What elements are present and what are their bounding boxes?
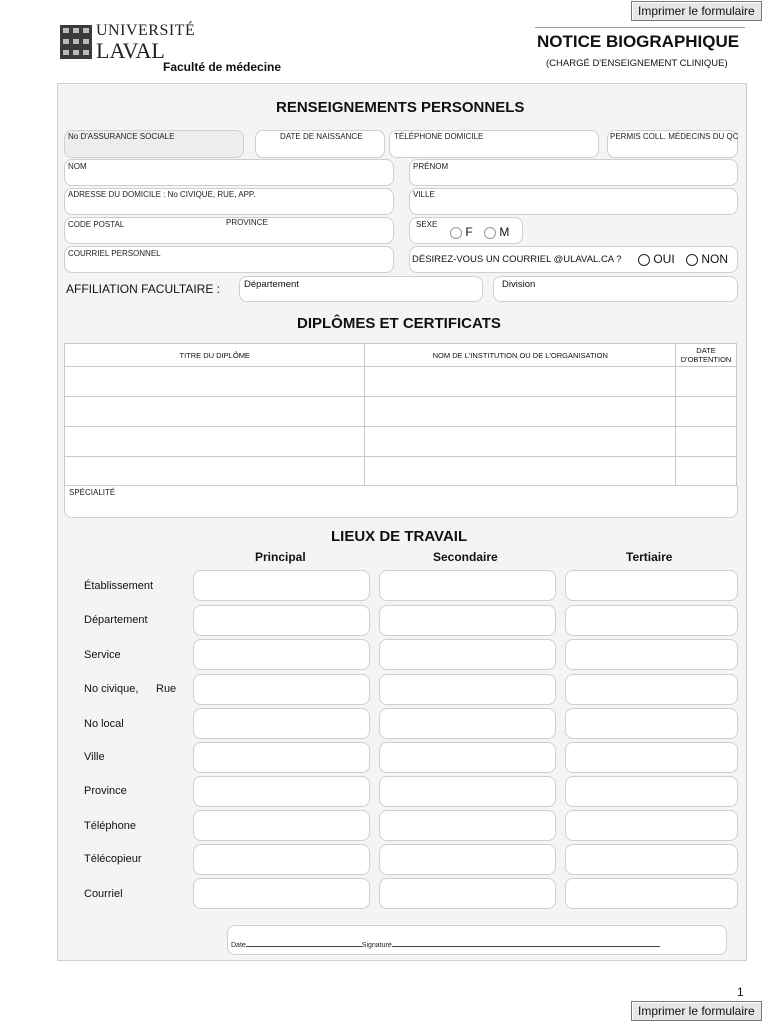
establishment-secondary-field[interactable] xyxy=(379,570,556,601)
table-row[interactable] xyxy=(65,427,737,457)
print-form-button-bottom[interactable]: Imprimer le formulaire xyxy=(631,1001,762,1021)
personal-info-heading: RENSEIGNEMENTS PERSONNELS xyxy=(276,99,525,116)
division-label: Division xyxy=(502,279,536,290)
row-label-civic-no: No civique, xyxy=(84,683,139,695)
department-label: Département xyxy=(244,279,299,290)
page-number: 1 xyxy=(737,985,744,999)
university-name-line2: LAVAL xyxy=(96,38,165,63)
establishment-tertiary-field[interactable] xyxy=(565,570,738,601)
city-field[interactable] xyxy=(409,188,738,215)
province-secondary-field[interactable] xyxy=(379,776,556,807)
province-principal-field[interactable] xyxy=(193,776,370,807)
row-label-phone: Téléphone xyxy=(84,820,136,832)
department-tertiary-field[interactable] xyxy=(565,605,738,636)
last-name-label: NOM xyxy=(68,162,87,171)
establishment-principal-field[interactable] xyxy=(193,570,370,601)
first-name-label: PRÉNOM xyxy=(413,162,449,171)
email-tertiary-field[interactable] xyxy=(565,878,738,909)
last-name-field[interactable] xyxy=(64,159,394,186)
col-title-header: TITRE DU DIPLÔME xyxy=(65,344,365,367)
ulaval-email-question: DÉSIREZ-VOUS UN COURRIEL @ULAVAL.CA ? xyxy=(412,254,622,265)
print-form-button-top[interactable]: Imprimer le formulaire xyxy=(631,1,762,21)
email-no-radio[interactable] xyxy=(686,254,698,266)
col-tertiary-header: Tertiaire xyxy=(626,550,673,564)
local-no-tertiary-field[interactable] xyxy=(565,708,738,739)
row-label-service: Service xyxy=(84,649,121,661)
page-subtitle: (CHARGÉ D'ENSEIGNEMENT CLINIQUE) xyxy=(546,58,728,69)
sex-f-label: F xyxy=(465,225,473,239)
sex-m-label: M xyxy=(499,225,510,239)
university-name-line1: UNIVERSITÉ xyxy=(96,22,196,39)
row-label-city: Ville xyxy=(84,751,105,763)
city-secondary-field[interactable] xyxy=(379,742,556,773)
table-row[interactable] xyxy=(65,367,737,397)
service-secondary-field[interactable] xyxy=(379,639,556,670)
row-label-email: Courriel xyxy=(84,888,123,900)
phone-principal-field[interactable] xyxy=(193,810,370,841)
col-principal-header: Principal xyxy=(255,550,306,564)
city-principal-field[interactable] xyxy=(193,742,370,773)
service-tertiary-field[interactable] xyxy=(565,639,738,670)
row-label-establishment: Établissement xyxy=(84,580,154,592)
postal-code-label: CODE POSTAL xyxy=(68,220,125,229)
affiliation-label: AFFILIATION FACULTAIRE : xyxy=(66,282,221,296)
department-secondary-field[interactable] xyxy=(379,605,556,636)
date-label: Date xyxy=(231,942,246,949)
signature-label: Signature xyxy=(361,942,392,949)
table-row[interactable] xyxy=(65,457,737,487)
row-label-local-no: No local xyxy=(84,718,124,730)
fax-principal-field[interactable] xyxy=(193,844,370,875)
city-tertiary-field[interactable] xyxy=(565,742,738,773)
department-principal-field[interactable] xyxy=(193,605,370,636)
page-title: NOTICE BIOGRAPHIQUE xyxy=(537,32,740,51)
row-label-street: Rue xyxy=(156,683,177,695)
address-label: ADRESSE DU DOMICILE : No CIVIQUE, RUE, APP. xyxy=(68,190,256,199)
home-phone-label: TÉLÉPHONE DOMICILE xyxy=(394,132,484,141)
province-label: PROVINCE xyxy=(226,218,268,227)
signature-line xyxy=(231,942,660,949)
sex-m-radio[interactable] xyxy=(484,227,496,239)
row-label-fax: Télécopieur xyxy=(84,853,142,865)
city-label: VILLE xyxy=(413,190,435,199)
email-yes-radio[interactable] xyxy=(638,254,650,266)
personal-email-label: COURRIEL PERSONNEL xyxy=(68,249,161,258)
first-name-field[interactable] xyxy=(409,159,738,186)
diplomas-table xyxy=(64,343,737,487)
col-institution-header: NOM DE L'INSTITUTION OU DE L'ORGANISATION xyxy=(365,344,676,367)
service-principal-field[interactable] xyxy=(193,639,370,670)
civic-street-tertiary-field[interactable] xyxy=(565,674,738,705)
sex-f-radio[interactable] xyxy=(450,227,462,239)
local-no-secondary-field[interactable] xyxy=(379,708,556,739)
fax-tertiary-field[interactable] xyxy=(565,844,738,875)
sex-label: SEXE xyxy=(416,220,438,229)
email-secondary-field[interactable] xyxy=(379,878,556,909)
email-no-label: NON xyxy=(701,252,729,266)
university-logo-icon xyxy=(60,25,92,59)
diplomas-heading: DIPLÔMES ET CERTIFICATS xyxy=(297,315,501,332)
permit-label: PERMIS COLL. MÉDECINS DU QC xyxy=(610,132,739,141)
col-date-header: DATE D'OBTENTION xyxy=(676,344,737,367)
workplaces-heading: LIEUX DE TRAVAIL xyxy=(331,528,468,545)
province-tertiary-field[interactable] xyxy=(565,776,738,807)
sin-label: No D'ASSURANCE SOCIALE xyxy=(68,132,175,141)
table-row[interactable] xyxy=(65,397,737,427)
fax-secondary-field[interactable] xyxy=(379,844,556,875)
email-yes-label: OUI xyxy=(653,252,675,266)
row-label-province: Province xyxy=(84,785,127,797)
civic-street-principal-field[interactable] xyxy=(193,674,370,705)
specialty-field[interactable] xyxy=(64,485,738,518)
specialty-label: SPÉCIALITÉ xyxy=(69,488,116,497)
local-no-principal-field[interactable] xyxy=(193,708,370,739)
signature-box[interactable] xyxy=(227,925,727,955)
civic-street-secondary-field[interactable] xyxy=(379,674,556,705)
birth-date-label: DATE DE NAISSANCE xyxy=(280,132,363,141)
row-label-department: Département xyxy=(84,614,148,626)
col-secondary-header: Secondaire xyxy=(433,550,498,564)
phone-tertiary-field[interactable] xyxy=(565,810,738,841)
phone-secondary-field[interactable] xyxy=(379,810,556,841)
faculty-name: Faculté de médecine xyxy=(163,60,282,74)
email-principal-field[interactable] xyxy=(193,878,370,909)
